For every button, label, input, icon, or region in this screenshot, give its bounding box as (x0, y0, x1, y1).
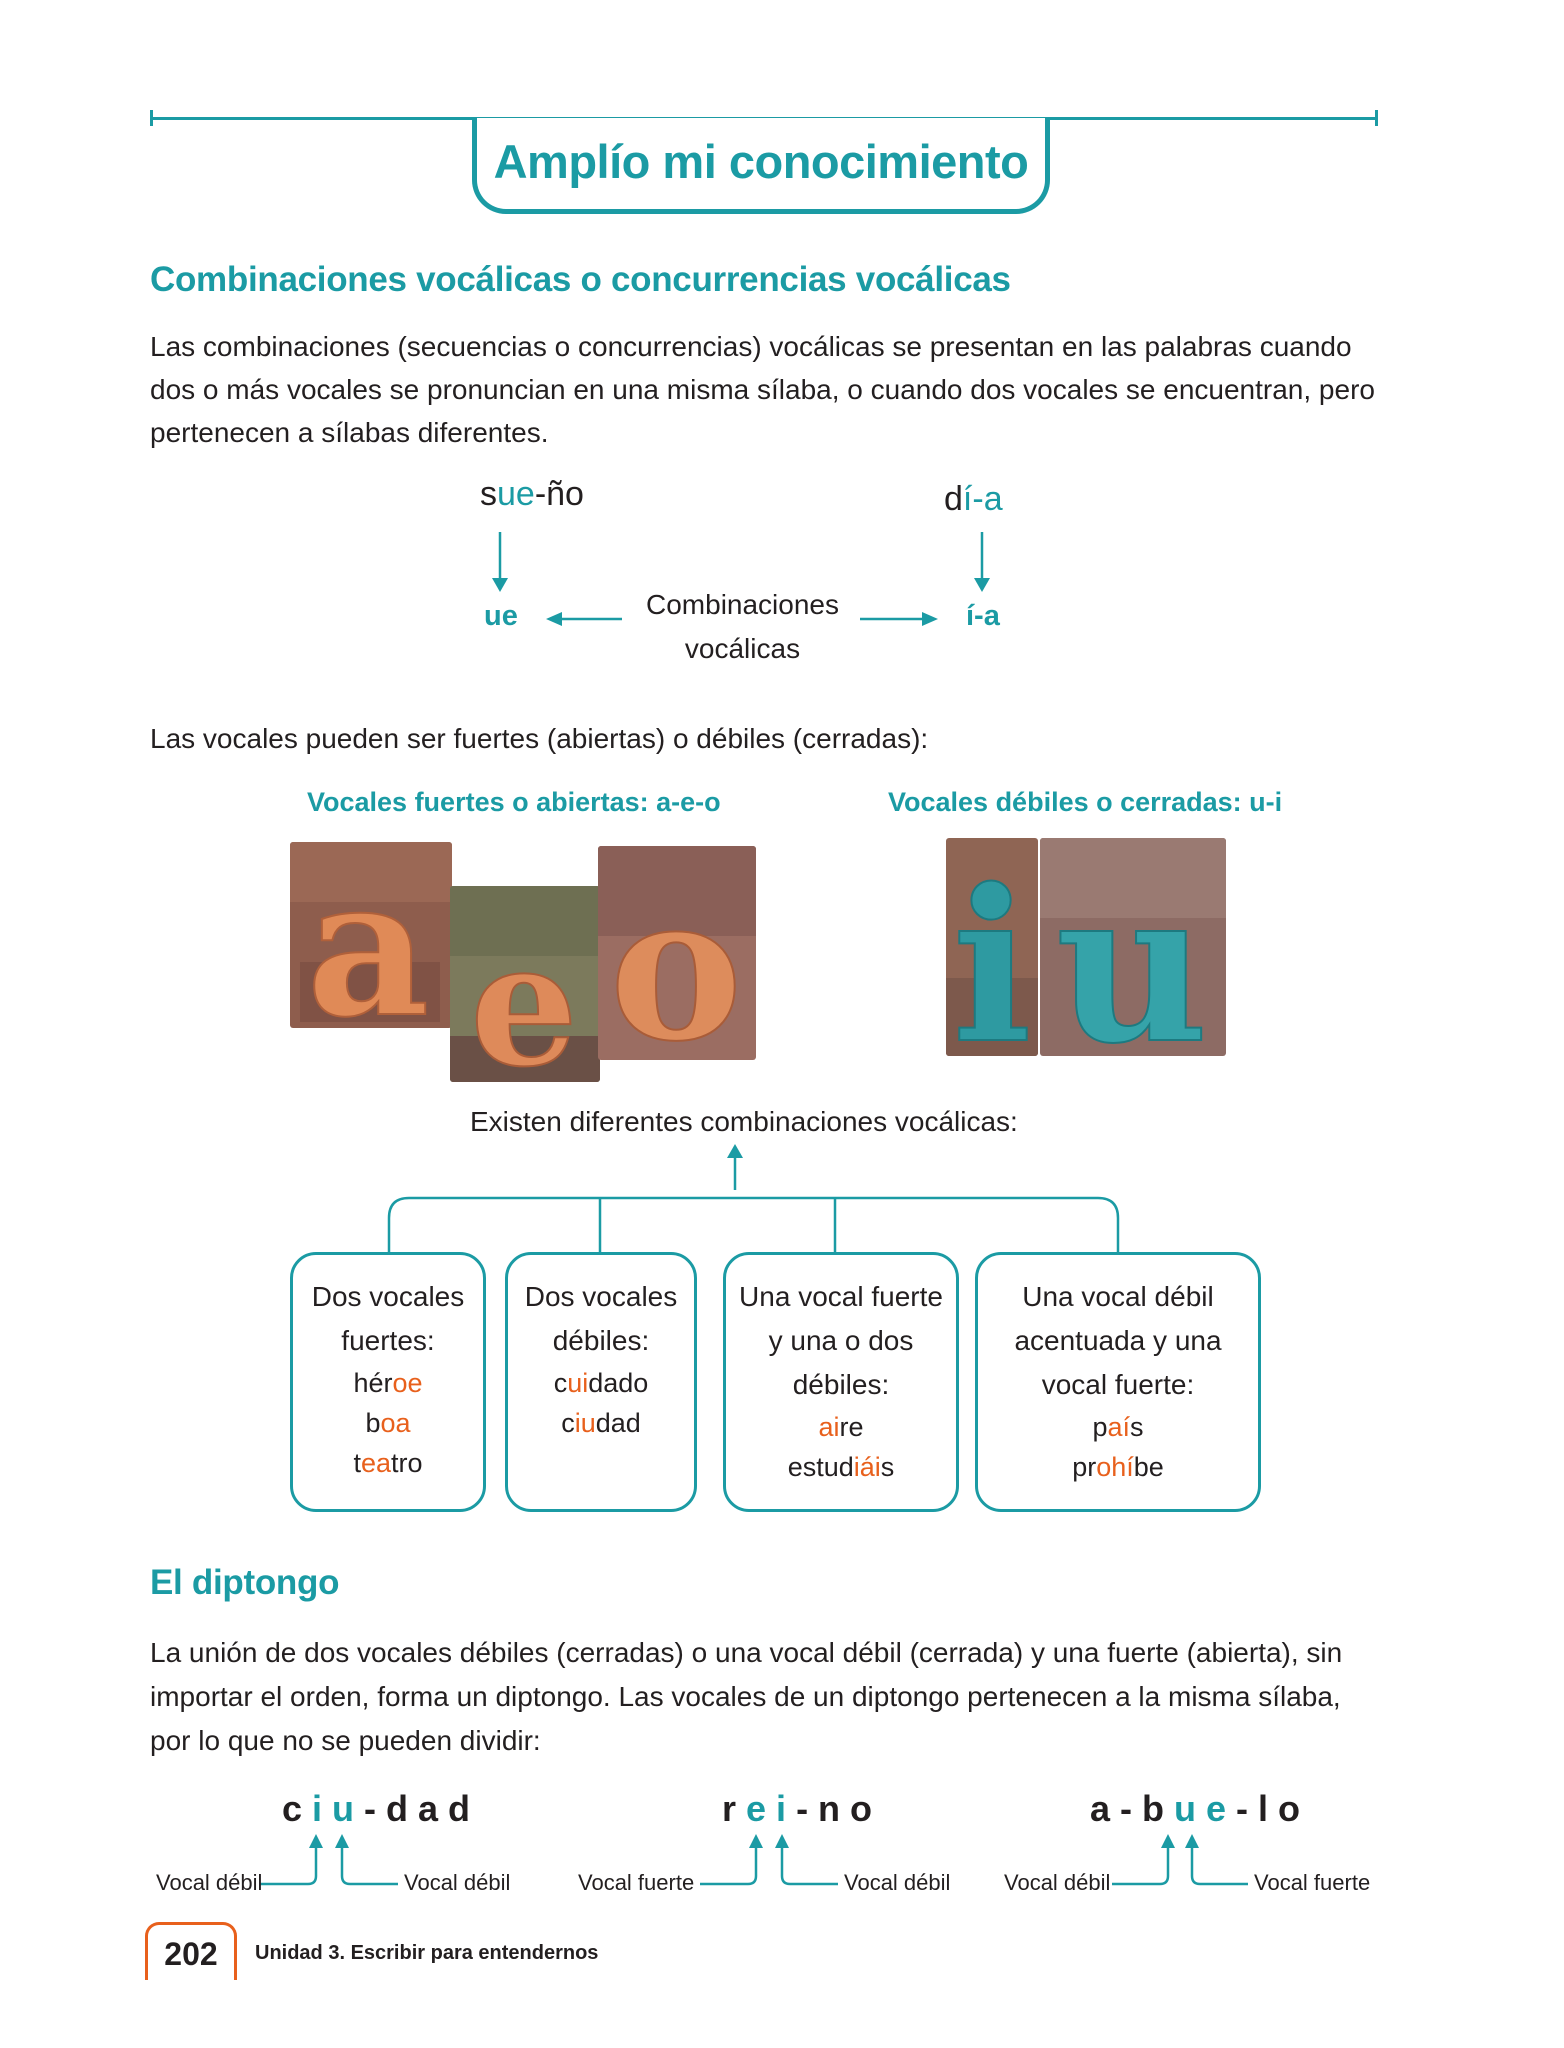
section-paragraph-diptongo: La unión de dos vocales débiles (cerradas) o una vocal débil (cerrada) y una fuerte (abierta), sin importar el orden, forma un diptongo. Las vocales de un diptongo pertenecen a la misma sílaba, por lo que no se pueden dividir: (150, 1637, 1343, 1756)
page-title: Amplío mi conocimiento (493, 135, 1029, 188)
example-word-dia: dí-a (944, 480, 1003, 518)
card-two-strong: Dos vocales fuertes: héroe boa teatro (290, 1252, 486, 1512)
wood-type-o (598, 846, 756, 1060)
example-aire: aire (818, 1412, 864, 1442)
wood-type-a (290, 842, 452, 1028)
letter-e: e (469, 905, 579, 1082)
example-ciudad: ciudad (561, 1408, 641, 1438)
tree-title: Existen diferentes combinaciones vocálicas: (470, 1106, 1018, 1137)
vocal-label-abuelo-right: Vocal fuerte (1254, 1870, 1371, 1895)
vocal-label-ciudad-left: Vocal débil (156, 1870, 263, 1895)
wood-type-e (450, 886, 600, 1082)
diptongo-example-ciudad: ciu-dad (282, 1788, 481, 1829)
card-accented-weak: Una vocal débil acentuada y una vocal fuerte: país prohíbe (975, 1252, 1261, 1512)
section-heading-diptongo: El diptongo (150, 1563, 340, 1602)
letter-i: i (952, 843, 1032, 1056)
example-cuidado: cuidado (553, 1368, 649, 1398)
vocal-label-reino-right: Vocal débil (844, 1870, 951, 1895)
wood-type-i (946, 838, 1038, 1056)
card-strong-weak: Una vocal fuerte y una o dos débiles: aire estudiáis (723, 1252, 959, 1512)
example-word-sueno: sue-ño (480, 475, 584, 513)
example-teatro: teatro (353, 1448, 423, 1478)
vocal-label-ciudad-right: Vocal débil (404, 1870, 511, 1895)
example-boa: boa (365, 1408, 411, 1438)
footer-unit-title: Unidad 3. Escribir para entendernos (255, 1942, 599, 1964)
example-estudiais: estudiáis (787, 1452, 895, 1482)
page-number: 202 (145, 1922, 237, 1980)
example-prohibe: prohíbe (1072, 1452, 1164, 1482)
section-heading-combinaciones: Combinaciones vocálicas o concurrencias vocálicas (150, 260, 1011, 299)
strong-vowels-label: Vocales fuertes o abiertas: a-e-o (307, 787, 721, 817)
letter-a: a (306, 842, 430, 1028)
weak-vowels-label: Vocales débiles o cerradas: u-i (888, 787, 1283, 817)
diagram-center-label: Combinaciones vocálicas (646, 589, 839, 664)
wood-type-u (1040, 838, 1226, 1056)
vocal-label-abuelo-left: Vocal débil (1004, 1870, 1111, 1895)
diptongo-example-reino: rei-no (722, 1788, 883, 1829)
diagram-sub-ia: í-a (966, 600, 1000, 632)
letter-u: u (1055, 843, 1209, 1056)
vocal-label-reino-left: Vocal fuerte (578, 1870, 695, 1895)
card-two-weak: Dos vocales débiles: cuidado ciudad (505, 1252, 697, 1512)
letter-o: o (609, 851, 743, 1060)
example-pais: país (1092, 1412, 1144, 1442)
tree-connectors (0, 1140, 1564, 1260)
section-paragraph-combinaciones: Las combinaciones (secuencias o concurrencias) vocálicas se presentan en las palabras cuando dos o más vocales se pronuncian en una misma sílaba, o cuando dos vocales se encuentran, pero pertenecen a sílabas diferentes. (150, 331, 1375, 448)
diagram-sub-ue: ue (484, 600, 518, 632)
diptongo-example-abuelo: a-bue-lo (1090, 1788, 1311, 1829)
vowels-intro: Las vocales pueden ser fuertes (abiertas) o débiles (cerradas): (150, 723, 929, 754)
example-heroe: héroe (353, 1368, 423, 1398)
